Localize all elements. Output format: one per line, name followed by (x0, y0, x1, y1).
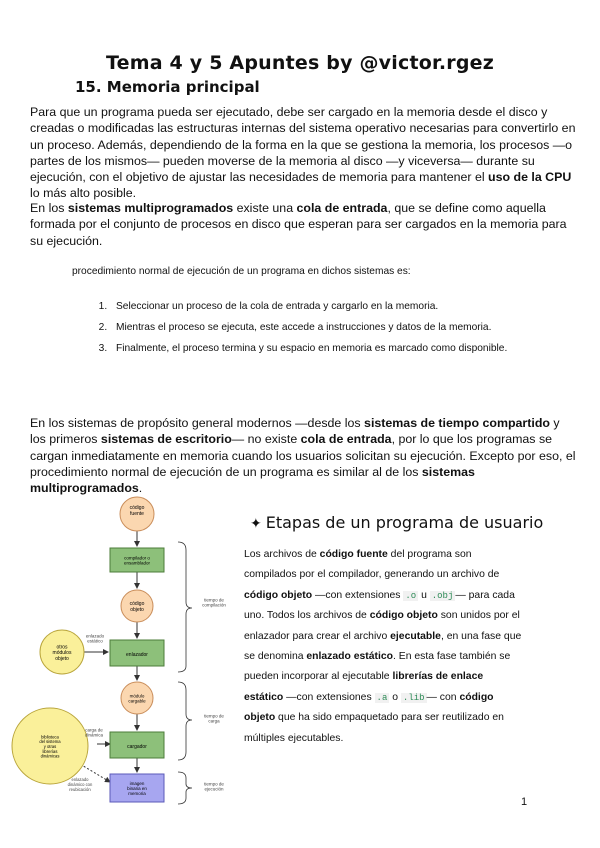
compile-time-label: tiempo de compilación (202, 597, 226, 608)
other-modules-label: otros módulos objeto (52, 644, 72, 662)
run-time-bracket (178, 772, 192, 804)
system-libraries-label: biblioteca del sistema y otras librerías dinámicas (39, 734, 61, 759)
list-item: 3. Finalmente, el proceso termina y su espacio en memoria es marcado como disponible. (110, 338, 540, 359)
object-code-label: código objeto (129, 601, 145, 613)
section-heading: 15. Memoria principal (75, 78, 260, 96)
compile-time-bracket (178, 542, 192, 672)
subsection-heading (250, 513, 543, 532)
procedure-steps (88, 296, 540, 359)
loader-label: cargador (127, 744, 147, 750)
diamond-bullet-icon: ✦ (250, 516, 262, 532)
paragraph-intro: Para que un programa pueda ser ejecutado, debe ser cargado en la memoria desde el disco y creadas o modificadas las estructuras internas del sistema operativo necesarias para convertirlo en un proceso. Además, dependiendo de la forma en la que se gestiona la memoria, los procesos —o partes de los mismos— pueden moverse de la memoria al disco —y viceversa— durante su ejecución, con el objetivo de ajustar las necesidades de memoria para mantener el uso de la CPU lo más alto posible. (30, 105, 576, 201)
run-time-label: tiempo de ejecución (204, 781, 224, 792)
list-item: 1. Seleccionar un proceso de la cola de entrada y cargarlo en la memoria. (110, 296, 540, 317)
paragraph-multiprogrammed: En los sistemas multiprogramados existe una cola de entrada, que se define como aquella formada por el conjunto de procesos en disco que esperan para ser cargados en la memoria para su ejecución. (30, 201, 567, 248)
source-code-label: código fuente (129, 505, 145, 517)
compiler-label: compilador o ensamblador (123, 555, 151, 566)
paragraph-modern-systems: En los sistemas de propósito general modernos —desde los sistemas de tiempo compartido y los primeros sistemas de escritorio— no existe cola de entrada, por lo que los programas se cargan inmediatamente en memoria cuando los usuarios solicitan su ejecución. Excepto por eso, el procedimiento normal de ejecución de un programa es similar al de los sistemas multiprogramados. (30, 416, 576, 496)
dynamic-load-label: carga de dinámica (84, 727, 104, 738)
document-title: Tema 4 y 5 Apuntes by @victor.rgez (106, 52, 494, 74)
static-link-label: enlazado estático (85, 633, 105, 644)
load-time-label: tiempo de carga (204, 713, 224, 724)
dynamic-link-label: enlazado dinámico con reubicación (67, 777, 93, 792)
load-module-label: módulo cargable (128, 693, 146, 704)
memory-image-label: imagen binaria en memoria (127, 780, 147, 797)
subsection-heading-text: Etapas de un programa de usuario (265, 513, 544, 532)
program-stages-diagram (0, 490, 240, 810)
linker-label: enlazador (126, 652, 148, 658)
procedure-intro: procedimiento normal de ejecución de un programa en dichos sistemas es: (72, 266, 411, 277)
paragraph-program-stages: Los archivos de código fuente del programa son compilados por el compilador, generando un archivo de código objeto —con extensiones .o u .obj — para cada uno. Todos los archivos de código objeto son unidos por el enlazador para crear el archivo ejecutable, en una fase que se denomina enlazado estático. En esta fase también se pueden incorporar al ejecutable librerías de enlace estático —con extensiones .a o .lib — con código objeto que ha sido empaquetado para ser reutilizado en múltiples ejecutables. (244, 549, 522, 744)
list-item: 2. Mientras el proceso se ejecuta, este accede a instrucciones y datos de la memoria. (110, 317, 540, 338)
page-number: 1 (521, 796, 528, 808)
load-time-bracket (178, 682, 192, 760)
